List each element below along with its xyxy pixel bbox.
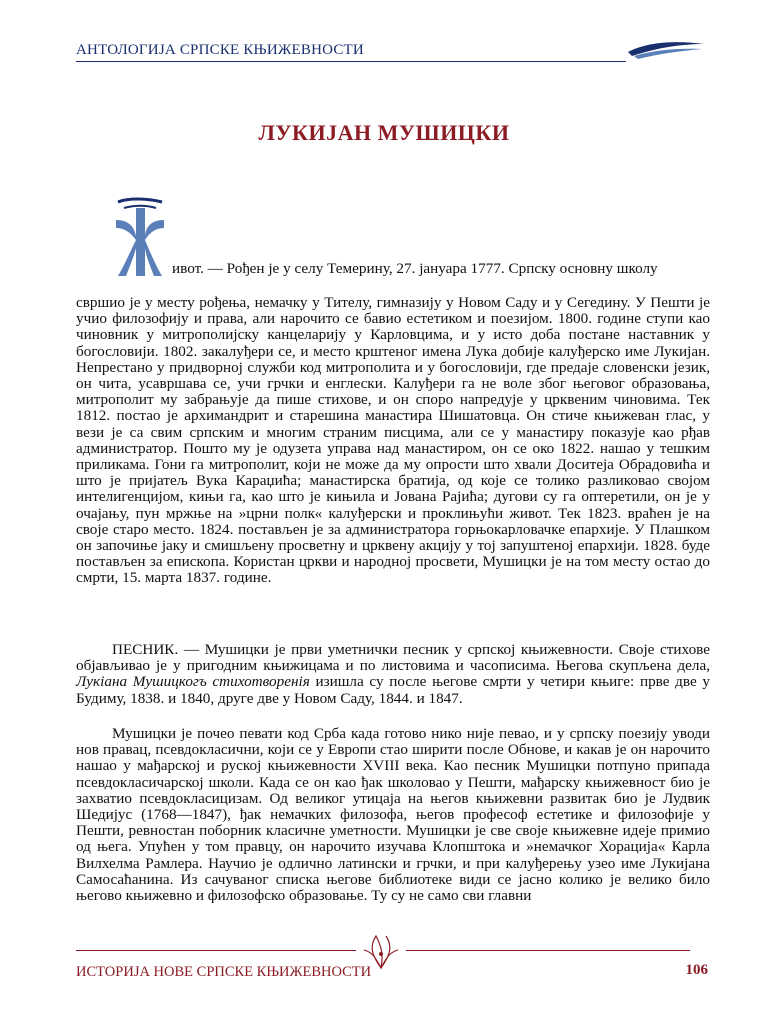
header-title: АНТОЛОГИЈА СРПСКЕ КЊИЖЕВНОСТИ	[76, 42, 364, 58]
footer-title: ИСТОРИЈА НОВЕ СРПСКЕ КЊИЖЕВНОСТИ	[76, 964, 372, 980]
poet-paragraph-lead: ПЕСНИК. — Мушицки је први уметнички песник у српској књижевности. Своје стихове објављивао је у пригодним књижицама и по листовима и часописима. Његова скупљена дела,	[76, 641, 710, 675]
poet-paragraph-tail: изишла су после његове смрти у четири књиге: прве две у Будиму, 1838. и 1840, друге две у Новом Саду, 1844. и 1847.	[76, 673, 710, 707]
collected-works-title: Лукіана Мушицкогъ стихотворенія	[76, 673, 310, 691]
biography-paragraph: свршио је у месту рођења, немачку у Тителу, гимназију у Новом Саду и у Сегедину. У Пешти је учио филозофију и права, али нарочито се бавио естетиком и поезијом. 1800. године ступи као чиновник у митрополијску канцеларију у Карловцима, и у исто доба постане наставник у богословији. 1802. закалуђери се, и место крштеног имена Лука добије калуђерско име Лукијан. Непрестано у придворној служби код митрополита и у богословији, где предаје словенски језик, он чита, усавршава се, учи грчки и енглески. Калуђери га не воле због његовог образовања, митрополит му забрањује да пише стихове, и он споро напредује у црквеним чиновима. Тек 1812. постао је архимандрит и старешина манастира Шишатовца. Он стиче књижеван глас, у вези је са свим српским и многим страним писцима, али се у манастиру показује као рђав администратор. Пошто му је одузета управа над манастиром, он се око 1822. нашао у тешким приликама. Гони га митрополит, који не може да му опрости што хвали Доситеја Обрадовића и што је пријатељ Вука Караџића; манастирска братија, од које се толико разликовао својом интелигенцијом, кињи га, као што је кињила и Јована Рајића; дугови су га оптеретили, он је у очајању, пун мржње на »црни полк« калуђерски и проклињући живот. Тек 1823. враћен је на своје старо место. 1824. постављен је за администратора горњокарловачке епархије. У Плашком он започиње јаку и смишљену просветну и црквену акцију у тој запуштеној епархији. 1828. буде постављен за епископа. Користан цркви и народној просвети, Мушицки је на том месту остао до смрти, 15. марта 1837. године.	[76, 294, 710, 587]
poet-paragraph	[76, 642, 710, 707]
drop-cap-letter	[112, 196, 168, 280]
footer-rule-right	[406, 950, 690, 951]
page-number: 106	[685, 962, 708, 978]
header-rule	[76, 61, 626, 62]
first-line-text: ивот. — Рођен је у селу Темерину, 27. јануара 1777. Српску основну школу	[172, 260, 658, 277]
footer-rule-left	[76, 950, 356, 951]
header-swoosh-ornament	[626, 38, 706, 64]
article-title: ЛУКИЈАН МУШИЦКИ	[258, 120, 510, 145]
page-footer	[76, 940, 710, 990]
poetry-style-paragraph: Мушицки је почео певати код Срба када готово нико није певао, и у српску поезију уводи нов правац, псевдокласични, који се у Европи стао ширити после Обнове, и какав је он нарочито нашао у мађарској и руској књижевности XVIII века. Као песник Мушицки потпуно припада псевдокласичарској школи. Када се он као ђак школовао у Пешти, мађарску књижевност био је захватио псевдокласицизам. Од великог утицаја на његов књижевни развитак био је Лудвик Шедијус (1768—1847), ђак немачких филозофа, његов професоф естетике и филозофије у Пешти, ревностан поборник класичне уметности. Мушицки је све своје књижевне идеје примио од њега. Упућен у том правцу, он нарочито изучава Клопштока и »немачког Хорација« Карла Вилхелма Рамлера. Научио је одлично латински и грчки, и при калуђерењу узео име Лукијана Самосаћанина. Из сачуваног списка његове библиотеке види се јасно колико је велико било његово књижевно и филозофско образовање. Ту су не само сви главни	[76, 725, 710, 905]
page-header	[76, 40, 706, 64]
